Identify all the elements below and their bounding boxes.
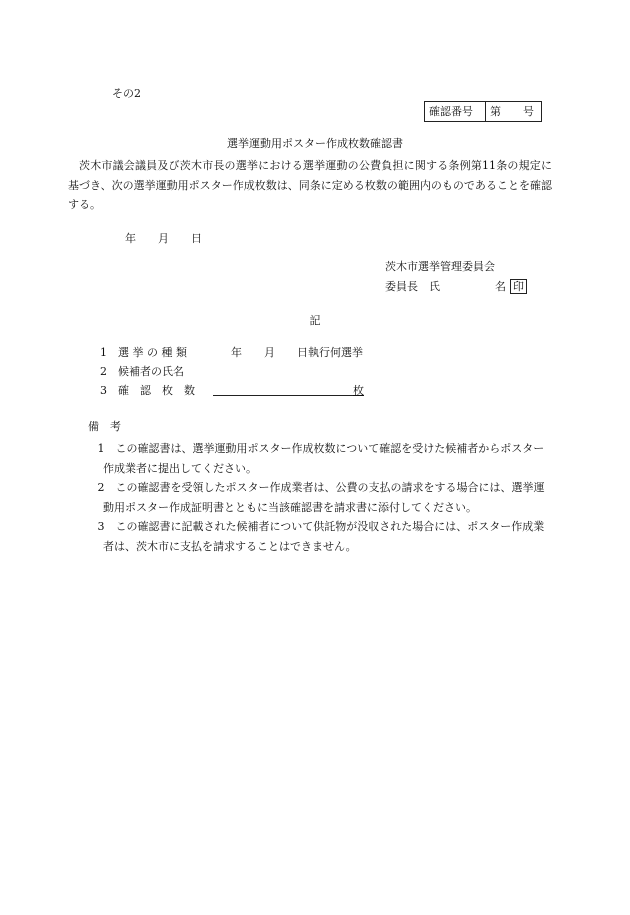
chair-line — [385, 279, 527, 294]
note-text-1: 1 この確認書は、選挙運動用ポスター作成枚数について確認を受けた候補者からポスター作成業者に提出してください。 — [97, 442, 545, 475]
item-confirmed-count — [100, 384, 364, 398]
confirmed-count-label: 3 確 認 枚 数 — [100, 384, 195, 397]
committee-name: 茨木市選挙管理委員会 — [385, 260, 495, 273]
confirmation-number-value: 第 号 — [486, 102, 542, 122]
date-line: 年 月 日 — [125, 232, 202, 245]
note-text-2: 2 この確認書を受領したポスター作成業者は、公費の支払の請求をする場合には、選挙運動用ポスター作成証明書とともに当該確認書を請求書に添付してください。 — [97, 481, 545, 514]
seal-mark: 印 — [510, 279, 527, 294]
confirmed-count-blank — [213, 384, 353, 396]
note-item — [97, 478, 551, 517]
chair-label: 委員長 氏 名 — [385, 280, 506, 293]
body-text: 茨木市議会議員及び茨木市長の選挙における選挙運動の公費負担に関する条例第11条の規定に基づき、次の選挙運動用ポスター作成枚数は、同条に定める枚数の範囲内のものであることを確認する。 — [68, 159, 552, 211]
note-text-3: 3 この確認書に記載された候補者について供託物が没収された場合には、ポスター作成業者は、茨木市に支払を請求することはできません。 — [97, 520, 545, 553]
document-title: 選挙運動用ポスター作成枚数確認書 — [227, 137, 403, 150]
confirmation-number-box — [424, 101, 542, 122]
ki-heading: 記 — [309, 314, 321, 327]
body-paragraph — [68, 156, 552, 215]
confirmation-number-label: 確認番号 — [425, 102, 486, 122]
confirmed-count-unit: 枚 — [353, 384, 364, 397]
item-candidate-name: 2 候補者の氏名 — [100, 365, 184, 378]
note-item — [97, 517, 551, 556]
item-election-type: 1 選 挙 の 種 類 年 月 日執行何選挙 — [100, 346, 363, 359]
note-item — [97, 439, 551, 478]
form-number: その2 — [112, 87, 141, 100]
notes-heading: 備 考 — [88, 420, 121, 433]
